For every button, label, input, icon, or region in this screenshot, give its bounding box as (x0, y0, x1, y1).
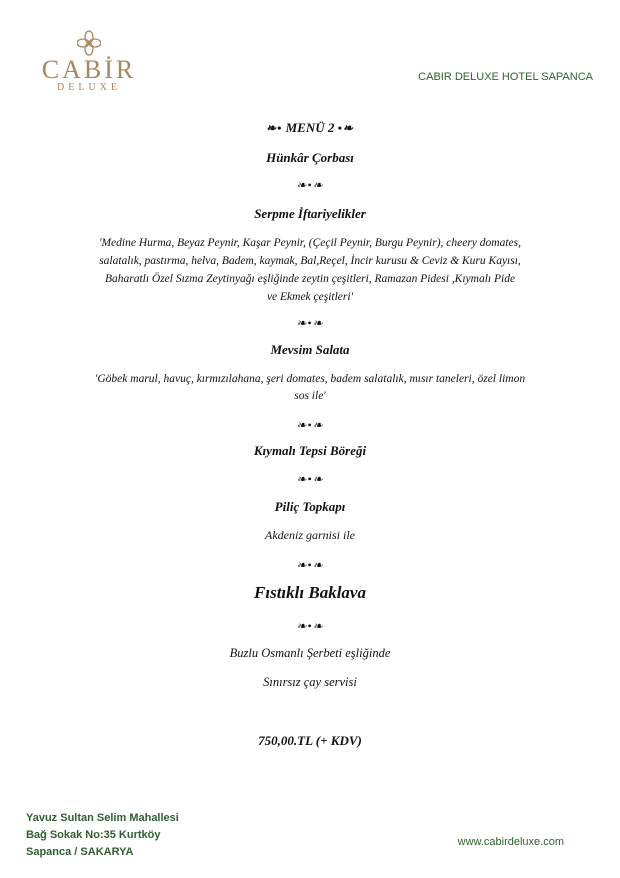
fleuron-ornament-icon: ❧•❧ (296, 619, 324, 633)
salad-description-line: sos ile' (294, 390, 326, 402)
dessert-item: Fıstıklı Baklava (254, 583, 366, 602)
fleuron-ornament-icon: ❧•❧ (296, 316, 324, 330)
fleuron-ornament-icon: ❧• (266, 121, 283, 135)
brand-logo (30, 30, 148, 102)
section-title-iftar: Serpme İftariyelikler (254, 206, 366, 221)
fleuron-ornament-icon: •❧ (337, 121, 354, 135)
borek-item: Kıymalı Tepsi Böreği (253, 443, 367, 458)
menu-title-row (0, 120, 620, 136)
address-line: Bağ Sokak No:35 Kurtköy (26, 829, 161, 841)
website-link[interactable]: www.cabirdeluxe.com (457, 836, 564, 848)
brand-name: CABİR (41, 55, 137, 84)
brand-subtitle: DELUXE (57, 82, 121, 93)
salad-description-line: 'Göbek marul, havuç, kırmızılahana, şeri domates, badem salatalık, mısır taneleri, özel limon (94, 373, 526, 385)
address-line: Yavuz Sultan Selim Mahallesi (26, 812, 179, 824)
soup-item: Hünkâr Çorbası (266, 150, 354, 165)
fleuron-ornament-icon: ❧•❧ (296, 558, 324, 572)
fleuron-ornament-icon: ❧•❧ (296, 418, 324, 432)
iftar-description-line: salatalık, pastırma, helva, Badem, kaymak, Bal,Reçel, İncir kurusu & Ceviz & Kuru Kayısı, (99, 255, 521, 267)
tea-line: Sınırsız çay servisi (263, 675, 357, 689)
iftar-description-line: ve Ekmek çeşitleri' (266, 291, 354, 303)
sherbet-line: Buzlu Osmanlı Şerbeti eşliğinde (229, 646, 391, 660)
footer-address (26, 810, 179, 861)
hotel-name: CABIR DELUXE HOTEL SAPANCA (418, 71, 593, 83)
flower-logo-icon (77, 30, 101, 56)
price: 750,00.TL (+ KDV) (258, 733, 362, 748)
address-line: Sapanca / SAKARYA (26, 846, 134, 858)
menu-title: MENÜ 2 (285, 120, 335, 135)
iftar-description-line: 'Medine Hurma, Beyaz Peynir, Kaşar Peynir, (Çeçil Peynir, Burgu Peynir), cheery domates, (99, 237, 521, 249)
fleuron-ornament-icon: ❧•❧ (296, 178, 324, 192)
iftar-description-line: Baharatlı Özel Sızma Zeytinyağı eşliğinde zeytin çeşitleri, Ramazan Pidesi ,Kıymalı Pide (104, 273, 516, 285)
chicken-description: Akdeniz garnisi ile (265, 528, 355, 542)
fleuron-ornament-icon: ❧•❧ (296, 472, 324, 486)
salad-title: Mevsim Salata (270, 342, 350, 357)
chicken-item: Piliç Topkapı (274, 499, 346, 514)
